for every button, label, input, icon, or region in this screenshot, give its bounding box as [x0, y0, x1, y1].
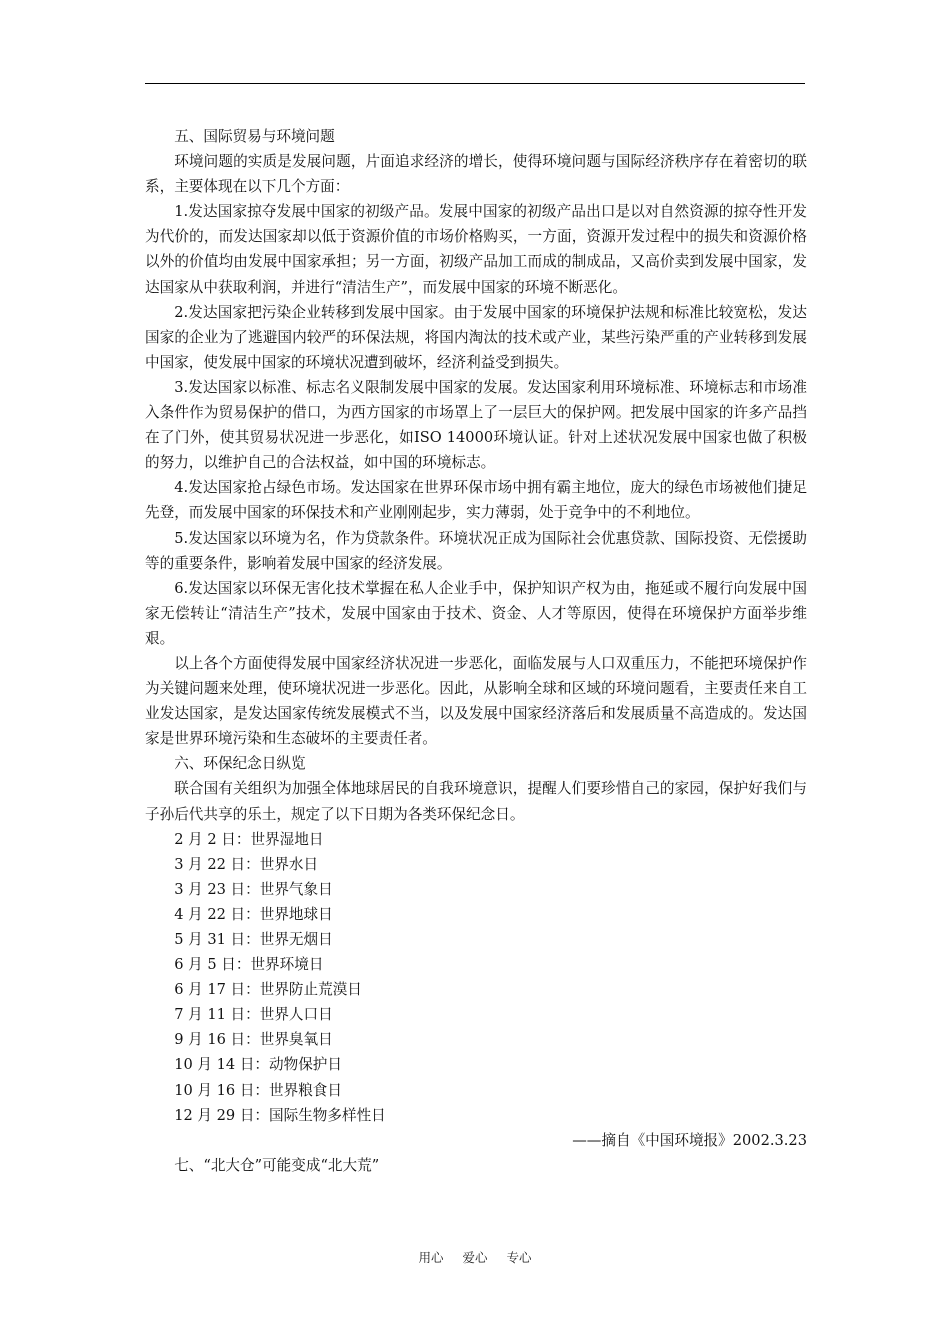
- date-item: 7 月 11 日：世界人口日: [174, 1006, 333, 1024]
- header-rule: [145, 83, 805, 84]
- date-item: 12 月 29 日：国际生物多样性日: [174, 1106, 386, 1124]
- date-item: 6 月 5 日：世界环境日: [174, 956, 324, 974]
- document-body: [145, 124, 807, 1178]
- section5-point-1: 1.发达国家掠夺发展中国家的初级产品。发展中国家的初级产品出口是以对自然资源的掠夺性开发为代价的，而发达国家却以低于资源价值的市场价格购买，一方面，资源开发过程中的损失和资源价格以外的价值均由发展中国家承担；另一方面，初级产品加工而成的制成品，又高价卖到发展中国家，发达国家从中获取利润，并进行“清洁生产”，而发展中国家的环境不断恶化。: [145, 203, 807, 296]
- date-item: 9 月 16 日：世界臭氧日: [174, 1031, 333, 1049]
- section5-point-2: 2.发达国家把污染企业转移到发展中国家。由于发展中国家的环境保护法规和标准比较宽松，发达国家的企业为了逃避国内较严的环保法规，将国内淘汰的技术或产业，某些污染严重的产业转移到发展中国家，使发展中国家的环境状况遭到破坏，经济利益受到损失。: [145, 303, 807, 371]
- date-item: 6 月 17 日：世界防止荒漠日: [174, 981, 362, 999]
- date-item: 2 月 2 日：世界湿地日: [174, 830, 324, 848]
- section5-point-4: 4.发达国家抢占绿色市场。发达国家在世界环保市场中拥有霸主地位，庞大的绿色市场被他们捷足先登，而发展中国家的环保技术和产业刚刚起步，实力薄弱，处于竞争中的不利地位。: [145, 479, 807, 522]
- source-citation: ——摘自《中国环境报》2002.3.23: [572, 1131, 807, 1149]
- section6-heading: 六、环保纪念日纵览: [174, 755, 306, 773]
- section7-heading: 七、“北大仓”可能变成“北大荒”: [174, 1156, 380, 1174]
- section5-heading: 五、国际贸易与环境问题: [174, 128, 335, 145]
- date-item: 3 月 22 日：世界水日: [174, 855, 319, 873]
- page-footer: 用心 爱心 专心: [418, 1250, 532, 1265]
- section5-point-5: 5.发达国家以环境为名，作为贷款条件。环境状况正成为国际社会优惠贷款、国际投资、无偿援助等的重要条件，影响着发展中国家的经济发展。: [145, 529, 807, 572]
- section5-conclusion: 以上各个方面使得发展中国家经济状况进一步恶化，面临发展与人口双重压力，不能把环境保护作为关键问题来处理，使环境状况进一步恶化。因此，从影响全球和区域的环境问题看，主要责任来自工业发达国家，是发达国家传统发展模式不当，以及发展中国家经济落后和发展质量不高造成的。发达国家是世界环境污染和生态破坏的主要责任者。: [145, 654, 807, 748]
- section5-point-6: 6.发达国家以环保无害化技术掌握在私人企业手中，保护知识产权为由，拖延或不履行向发展中国家无偿转让“清洁生产”技术，发展中国家由于技术、资金、人才等原因，使得在环境保护方面举步维艰。: [145, 579, 807, 647]
- date-item: 5 月 31 日：世界无烟日: [174, 931, 333, 948]
- date-item: 3 月 23 日：世界气象日: [174, 880, 333, 898]
- commemoration-date-list: [145, 827, 807, 1128]
- section5-intro: 环境问题的实质是发展问题，片面追求经济的增长，使得环境问题与国际经济秩序存在着密切的联系，主要体现在以下几个方面：: [145, 153, 807, 196]
- date-item: 10 月 14 日：动物保护日: [174, 1056, 342, 1074]
- date-item: 4 月 22 日：世界地球日: [174, 905, 333, 923]
- date-item: 10 月 16 日：世界粮食日: [174, 1081, 342, 1099]
- section6-intro: 联合国有关组织为加强全体地球居民的自我环境意识，提醒人们要珍惜自己的家园，保护好我们与子孙后代共享的乐土，规定了以下日期为各类环保纪念日。: [145, 780, 807, 823]
- section5-point-3: 3.发达国家以标准、标志名义限制发展中国家的发展。发达国家利用环境标准、环境标志和市场准入条件作为贸易保护的借口，为西方国家的市场罩上了一层巨大的保护网。把发展中国家的许多产品挡在了门外，使其贸易状况进一步恶化，如ISO 14000环境认证。针对上述状况发展中国家也做了积极的努力，以维护自己的合法权益，如中国的环境标志。: [145, 378, 807, 472]
